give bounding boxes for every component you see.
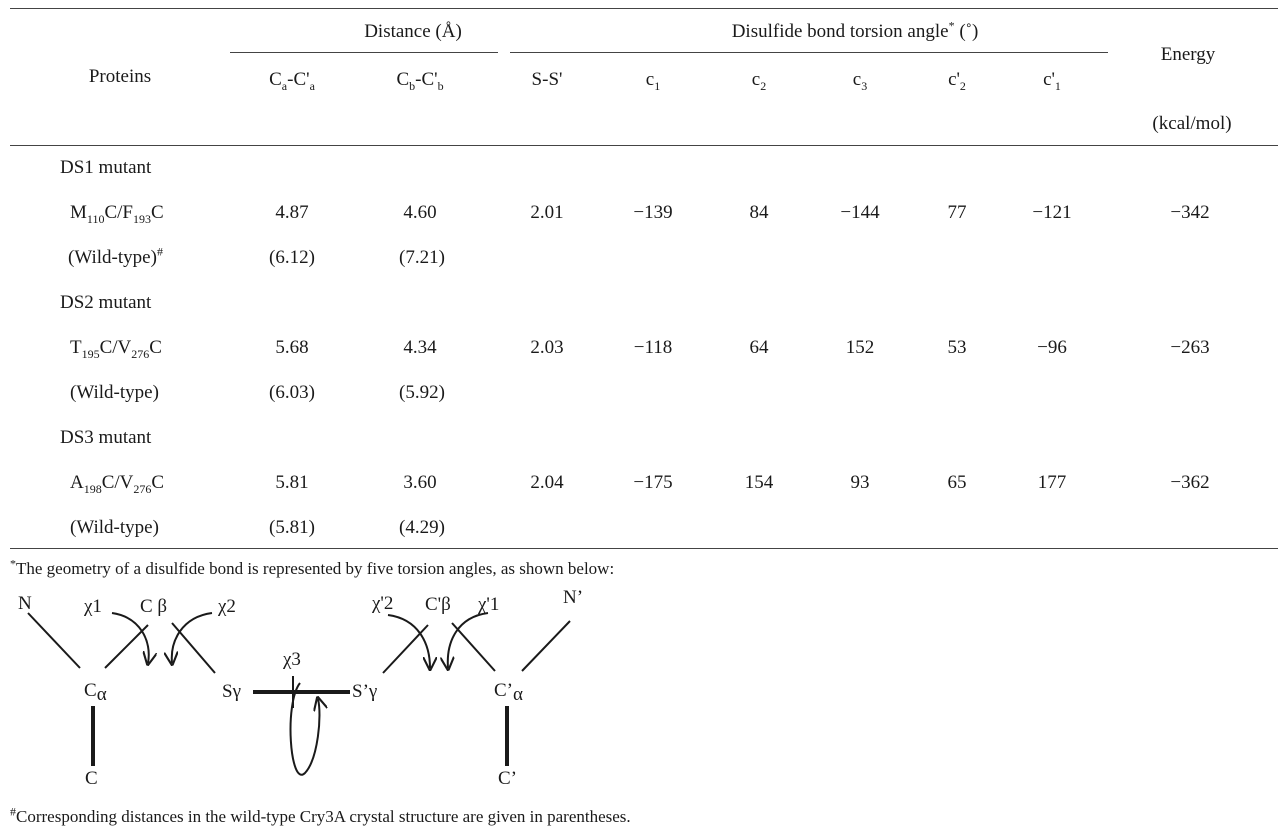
header-c2-main: c [751,69,761,90]
label-c: C [85,768,98,789]
header-energy-unit: (kcal/mol) [1152,113,1232,134]
header-ca-sub2: a [309,78,315,93]
mut-c: C [151,472,165,493]
header-c2 [751,69,767,93]
cell-ca: 4.87 [275,202,309,223]
mut-b-sub: 276 [131,346,150,361]
mut-b: C/V [99,337,132,358]
footnote-torsion-text: The geometry of a disulfide bond is represented by five torsion angles, as shown below: [16,559,615,578]
header-c3 [852,69,868,93]
header-cp2 [948,69,966,93]
label-cpa-sub: α [513,684,523,705]
chi2-arrow [172,613,212,663]
cell-c2: 64 [749,337,769,358]
row-wildtype-ds2: (Wild-type) [70,382,159,403]
header-cb-sub2: b [437,78,444,93]
bond-spg-cpb [383,625,428,673]
cell-c2: 154 [744,472,774,493]
header-c3-main: c [852,69,862,90]
row-mutation-ds1 [70,202,164,226]
header-torsion-mark: * [948,18,955,33]
cell-ss: 2.01 [530,202,564,223]
cell-c1: −175 [633,472,673,493]
bond-cpa-np [522,621,570,671]
mut-c: C [149,337,162,358]
cell-c1: −139 [633,202,673,223]
cell-c3: 152 [845,337,875,358]
wt-label: (Wild-type) [68,247,157,268]
header-cb-main: C [396,69,410,90]
cell-c3: 93 [850,472,870,493]
label-chi1: χ1 [84,596,102,617]
header-ca-ca [269,69,315,93]
cell-ss: 2.04 [530,472,564,493]
header-distance: Distance (Å) [364,21,462,42]
label-chip2: χ'2 [372,593,394,614]
mut-a-sub: 195 [81,346,100,361]
label-cpa-main: C’ [494,680,513,701]
cell-wt-cb: (4.29) [399,517,445,538]
header-ca-mid: -C' [287,69,310,90]
header-ss: S-S' [531,69,563,90]
header-c1-sub: 1 [654,78,661,93]
header-ca-main: C [269,69,282,90]
header-cp1-sub: 1 [1054,78,1061,93]
mut-c: C [151,202,164,223]
header-ca-sub1: a [281,78,288,93]
header-cp2-main: c' [948,69,960,90]
header-cb-mid: -C' [415,69,438,90]
label-n: N [18,593,32,614]
header-cp1 [1043,69,1061,93]
cell-energy: −362 [1170,472,1210,493]
header-torsion-unit: (˚) [959,21,979,42]
cell-wt-cb: (5.92) [399,382,445,403]
cell-cp2: 65 [947,472,967,493]
cell-wt-ca: (6.03) [269,382,315,403]
label-spg: S’γ [352,681,378,702]
cell-c1: −118 [633,337,673,358]
header-cb-cb [396,69,444,93]
footnote-wildtype-text: Corresponding distances in the wild-type Cry3A crystal structure are given in parentheses. [16,807,631,826]
bond-n-ca [28,613,80,668]
header-c1-main: c [645,69,655,90]
mut-b: C/F [104,202,133,223]
footnote-wildtype-mark: # [10,804,16,819]
row-mutation-ds2 [70,337,162,361]
label-cpbeta: C'β [425,594,451,615]
cell-wt-ca: (6.12) [269,247,315,268]
cell-ca: 5.68 [275,337,309,358]
disulfide-torsion-diagram [0,583,600,795]
label-ca [84,680,107,705]
header-torsion-text: Disulfide bond torsion angle [731,21,949,42]
bond-cpb-cpa [452,623,495,671]
row-group-ds3: DS3 mutant [60,427,152,448]
cell-cb: 4.60 [403,202,437,223]
label-chip1: χ'1 [478,594,500,615]
row-mutation-ds3 [70,472,165,496]
label-chi2: χ2 [218,596,236,617]
footnote-wildtype [10,804,631,826]
cell-cp2: 77 [947,202,967,223]
row-wildtype-ds1 [68,244,163,268]
torsion-group-rule [510,52,1108,53]
cell-ca: 5.81 [275,472,309,493]
cell-energy: −342 [1170,202,1210,223]
cell-c3: −144 [840,202,880,223]
header-cb-sub1: b [409,78,416,93]
label-np: N’ [563,587,584,608]
label-cpa [494,680,523,705]
row-group-ds1: DS1 mutant [60,157,152,178]
cell-cp1: 177 [1037,472,1067,493]
header-cp1-main: c' [1043,69,1055,90]
cell-cp1: −96 [1037,337,1067,358]
mut-a-sub: 110 [86,211,105,226]
cell-cp2: 53 [947,337,967,358]
cell-wt-ca: (5.81) [269,517,315,538]
table-top-rule [10,8,1278,9]
header-cp2-sub: 2 [959,78,966,93]
mut-a: A [70,472,84,493]
label-cp: C’ [498,768,517,789]
row-group-ds2: DS2 mutant [60,292,152,313]
mut-a-sub: 198 [83,481,102,496]
header-c2-sub: 2 [760,78,767,93]
cell-cp1: −121 [1032,202,1072,223]
header-torsion [731,18,979,42]
cell-energy: −263 [1170,337,1210,358]
cell-cb: 4.34 [403,337,437,358]
mut-a: T [70,337,82,358]
chi3-arrow [291,683,320,775]
cell-cb: 3.60 [403,472,437,493]
row-wildtype-ds3: (Wild-type) [70,517,159,538]
header-c1 [645,69,661,93]
header-c3-sub: 3 [861,78,868,93]
label-ca-sub: α [96,684,107,705]
mut-b-sub: 276 [133,481,152,496]
header-bottom-rule [10,145,1278,146]
label-chi3: χ3 [283,649,301,670]
bond-cb-sg [172,623,215,673]
footnote-torsion-mark: * [10,556,16,571]
cell-c2: 84 [749,202,769,223]
mut-b: C/V [101,472,134,493]
label-c-beta: C β [140,596,168,617]
header-energy: Energy [1160,44,1216,65]
label-ca-main: C [84,680,97,701]
cell-wt-cb: (7.21) [399,247,445,268]
label-sg: Sγ [222,681,241,702]
mut-a: M [70,202,87,223]
table-bottom-rule [10,548,1278,549]
distance-group-rule [230,52,498,53]
footnote-torsion [10,556,615,578]
header-proteins: Proteins [88,66,152,87]
wt-mark: # [156,244,163,259]
cell-ss: 2.03 [530,337,564,358]
mut-b-sub: 193 [133,211,151,226]
